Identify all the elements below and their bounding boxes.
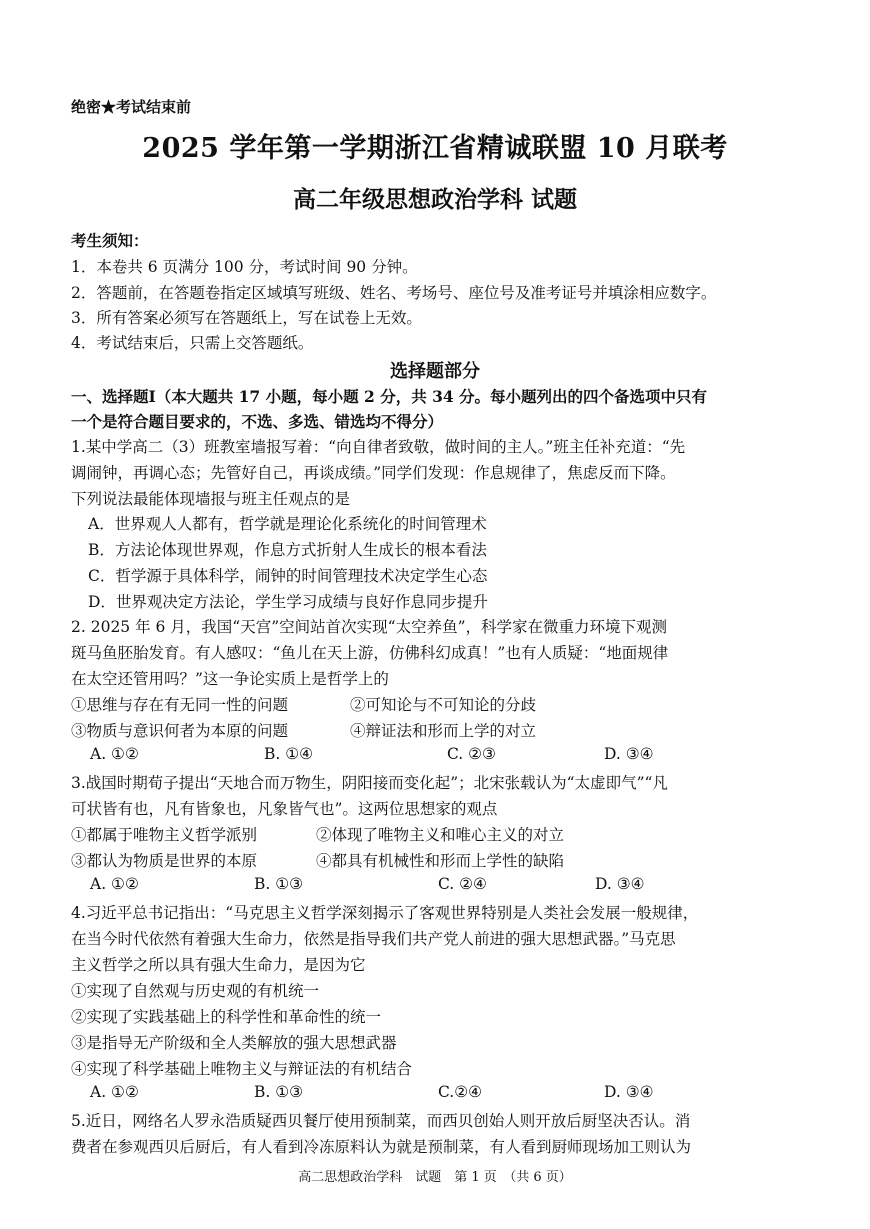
question-3-choice-a: A. ①② [90,875,139,893]
question-2-statement: ①思维与存在有无同一性的问题 [71,696,289,714]
question-2-choice-a: A. ①② [90,745,139,763]
question-4-statement: ④实现了科学基础上唯物主义与辩证法的有机结合 [71,1060,413,1078]
question-1-stem: 1.某中学高二（3）班教室墙报写着：“向自律者致敬，做时间的主人。”班主任补充道：“先 [71,438,686,456]
question-3-choice-c: C. ②④ [438,875,487,893]
question-1-option-d: D．世界观决定方法论，学生学习成绩与良好作息同步提升 [88,593,488,611]
question-5-stem: 费者在参观西贝后厨后，有人看到冷冻原料认为就是预制菜，有人看到厨师现场加工则认为 [71,1138,692,1156]
question-2-choice-b: B. ①④ [264,745,314,763]
page-footer: 高二思想政治学科 试题 第 1 页 （共 6 页） [298,1170,572,1185]
question-3-statement: ②体现了唯物主义和唯心主义的对立 [316,826,565,844]
question-2-stem: 在太空还管用吗？”这一争论实质上是哲学上的 [71,670,389,688]
confidential-label: 绝密★考试结束前 [71,98,192,116]
question-3-statement: ③都认为物质是世界的本原 [71,852,258,870]
notice-item: 2．答题前，在答题卷指定区域填写班级、姓名、考场号、座位号及准考证号并填涂相应数字。 [71,284,717,302]
question-2-statement: ②可知论与不可知论的分歧 [350,696,537,714]
question-4-statement: ②实现了实践基础上的科学性和革命性的统一 [71,1008,382,1026]
question-4-choice-c: C.②④ [438,1083,483,1101]
question-3-stem: 可状皆有也，凡有皆象也，凡象皆气也”。这两位思想家的观点 [71,800,498,818]
question-1-stem: 下列说法最能体现墙报与班主任观点的是 [71,490,351,508]
question-3-choice-b: B. ①③ [254,875,304,893]
notice-item: 4．考试结束后，只需上交答题纸。 [71,334,314,352]
question-2-statement: ③物质与意识何者为本原的问题 [71,722,289,740]
question-4-choice-b: B. ①③ [254,1083,304,1101]
question-1-option-b: B．方法论体现世界观，作息方式折射人生成长的根本看法 [88,541,487,559]
exam-title: 2025 学年第一学期浙江省精诚联盟 10 月联考 [142,133,728,164]
question-1-option-a: A．世界观人人都有，哲学就是理论化系统化的时间管理术 [88,515,487,533]
section-instructions: 一、选择题Ⅰ（本大题共 17 小题，每小题 2 分，共 34 分。每小题列出的四个备选项中只有 [71,387,708,406]
question-4-stem: 4.习近平总书记指出：“马克思主义哲学深刻揭示了客观世界特别是人类社会发展一般规律， [71,904,699,922]
notice-item: 1．本卷共 6 页满分 100 分，考试时间 90 分钟。 [71,258,418,276]
question-2-choice-d: D. ③④ [604,745,654,763]
notice-heading: 考生须知： [71,231,149,250]
question-4-stem: 主义哲学之所以具有强大生命力，是因为它 [71,956,366,974]
question-3-statement: ④都具有机械性和形而上学性的缺陷 [316,852,565,870]
question-4-statement: ①实现了自然观与历史观的有机统一 [71,982,320,1000]
question-4-stem: 在当今时代依然有着强大生命力，依然是指导我们共产党人前进的强大思想武器。”马克思 [71,930,676,948]
notice-item: 3．所有答案必须写在答题纸上，写在试卷上无效。 [71,309,422,327]
question-4-choice-a: A. ①② [90,1083,139,1101]
question-4-statement: ③是指导无产阶级和全人类解放的强大思想武器 [71,1034,397,1052]
question-5-stem: 5.近日，网络名人罗永浩质疑西贝餐厅使用预制菜，而西贝创始人则开放后厨坚决否认。消 [71,1112,691,1130]
section-instructions: 一个是符合题目要求的，不选、多选、错选均不得分） [71,412,444,431]
question-3-statement: ①都属于唯物主义哲学派别 [71,826,258,844]
question-1-stem: 调闹钟，再调心态；先管好自己，再谈成绩。”同学们发现：作息规律了，焦虑反而下降。 [71,464,676,482]
question-2-stem: 2. 2025 年 6 月，我国“天宫”空间站首次实现“太空养鱼”，科学家在微重力环境下观测 [71,618,668,636]
question-4-choice-d: D. ③④ [604,1083,654,1101]
question-2-choice-c: C. ②③ [447,745,496,763]
question-2-stem: 斑马鱼胚胎发育。有人感叹：“鱼儿在天上游，仿佛科幻成真！”也有人质疑：“地面规律 [71,644,669,662]
exam-subtitle: 高二年级思想政治学科 试题 [292,186,577,213]
question-3-stem: 3.战国时期荀子提出“天地合而万物生，阴阳接而变化起”；北宋张载认为“太虚即气”“凡 [71,774,668,792]
section-title: 选择题部分 [390,361,480,382]
question-2-statement: ④辩证法和形而上学的对立 [350,722,537,740]
question-1-option-c: C．哲学源于具体科学，闹钟的时间管理技术决定学生心态 [88,567,488,585]
question-3-choice-d: D. ③④ [595,875,645,893]
